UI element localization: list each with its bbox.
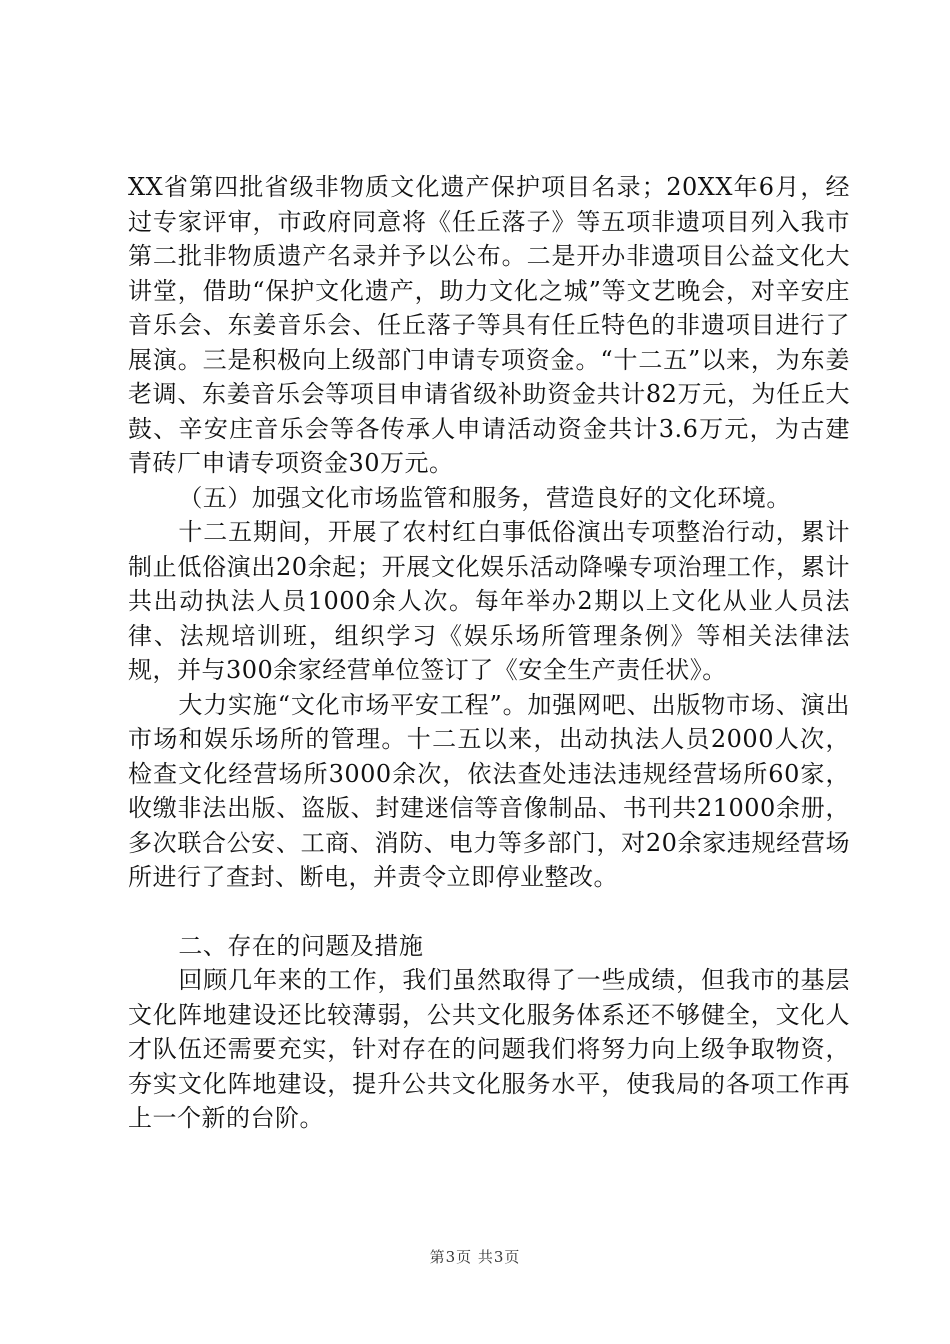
section-heading-problems: 二、存在的问题及措施: [178, 931, 424, 960]
paragraph-heritage-continued: XX省第四批省级非物质文化遗产保护项目名录；20XX年6月，经过专家评审，市政府同意将《任丘落子》等五项非遗项目列入我市第二批非物质遗产名录并予以公布。二是开办非遗项目公益文化大讲堂，借助“保护文化遗产，助力文化之城”等文艺晚会，对辛安庄音乐会、东姜音乐会、任丘落子等具有任丘特色的非遗项目进行了展演。三是积极向上级部门申请专项资金。“十二五”以来，为东姜老调、东姜音乐会等项目申请省级补助资金共计82万元，为任丘大鼓、辛安庄音乐会等各传承人申请活动资金共计3.6万元，为古建青砖厂申请专项资金30万元。: [128, 173, 850, 477]
paragraph-rectification: 十二五期间，开展了农村红白事低俗演出专项整治行动，累计制止低俗演出20余起；开展文化娱乐活动降噪专项治理工作，累计共出动执法人员1000余人次。每年举办2期以上文化从业人员法律、法规培训班，组织学习《娱乐场所管理条例》等相关法律法规，并与300余家经营单位签订了《安全生产责任状》。: [128, 518, 850, 684]
page-number: 第3页 共3页: [429, 1248, 521, 1266]
document-body: [128, 170, 850, 1136]
paragraph-review: 回顾几年来的工作，我们虽然取得了一些成绩，但我市的基层文化阵地建设还比较薄弱，公共文化服务体系还不够健全，文化人才队伍还需要充实，针对存在的问题我们将努力向上级争取物资，夯实文化阵地建设，提升公共文化服务水平，使我局的各项工作再上一个新的台阶。: [128, 966, 850, 1132]
section-heading-market-supervision: （五）加强文化市场监管和服务，营造良好的文化环境。: [178, 483, 791, 512]
paragraph-gap: [128, 895, 850, 929]
paragraph-market-safety: 大力实施“文化市场平安工程”。加强网吧、出版物市场、演出市场和娱乐场所的管理。十二五以来，出动执法人员2000人次，检查文化经营场所3000余次，依法查处违法违规经营场所60家，收缴非法出版、盗版、封建迷信等音像制品、书刊共21000余册，多次联合公安、工商、消防、电力等多部门，对20余家违规经营场所进行了查封、断电，并责令立即停业整改。: [128, 690, 850, 891]
